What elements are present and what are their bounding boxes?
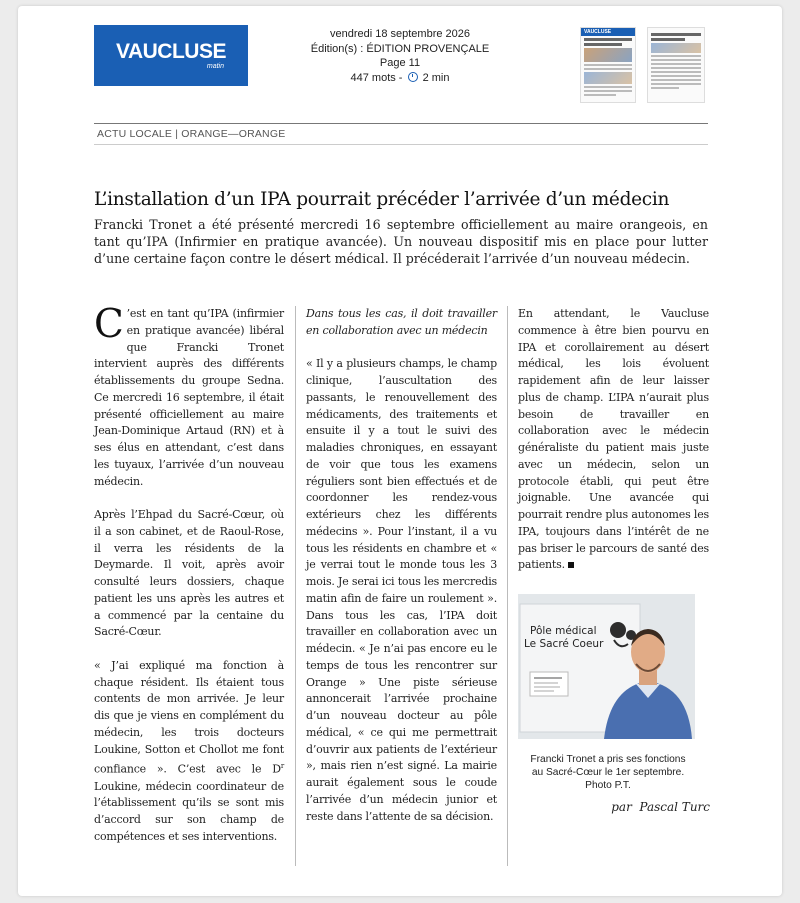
page-thumbnail-article[interactable]	[647, 27, 705, 103]
column-divider	[507, 306, 508, 866]
page-thumbnail-front[interactable]	[580, 27, 636, 103]
article-title: L’installation d’un IPA pourrait précéder l’arrivée d’un médecin	[94, 189, 670, 210]
article-column-2	[306, 306, 497, 825]
publication-info	[300, 27, 500, 85]
drop-cap: C	[94, 302, 124, 347]
reading-info	[300, 71, 500, 86]
page-number: Page 11	[379, 57, 421, 69]
column-divider	[295, 306, 296, 866]
paragraph: Après l’Ehpad du Sacré-Cœur, où il a son cabinet, et de Raoul-Rose, il verra les résidents de la Deymarde. Il voit, après avoir consulté leurs dossiers, chaque patient les uns après les autres et a commencé par la centaine du Sacré-Cœur.	[94, 508, 284, 639]
article-column-3	[518, 306, 709, 574]
thumbnail-masthead: VAUCLUSE	[581, 28, 635, 36]
sign-text-line2: Le Sacré Coeur	[524, 638, 604, 650]
subheading: Dans tous les cas, il doit travailler en collaboration avec un médecin	[306, 307, 497, 337]
logo-wordmark: VAUCLUSE	[116, 39, 226, 63]
logo-subtext: matin	[206, 62, 224, 70]
end-of-article-icon	[568, 562, 574, 568]
paragraph: « J’ai expliqué ma fonction à chaque résident. Ils étaient tous contents de mon arrivée. Je leur dis que je viens en complément du médecin, les trois docteurs Loukine, Sotton et Chollot me font confiance ». C’est avec le $D^r$ Loukine, médecin coordinateur de l’établissement qu’ils se sont mis d’accord sur son champ de compétences et ses interventions.	[94, 658, 284, 843]
sign-text-line1: Pôle médical	[530, 625, 597, 637]
photo-caption: Francki Tronet a pris ses fonctions au Sacré-Cœur le 1er septembre. Photo P.T.	[530, 754, 686, 791]
read-time: 2 min	[422, 71, 450, 84]
newspaper-logo[interactable]	[94, 25, 248, 86]
article-lead: Francki Tronet a été présenté mercredi 16 septembre officiellement au maire orangeois, en tant qu’IPA (Infirmier en pratique avancée). Un nouveau dispositif mis en place pour lutter d’une certaine façon contre le désert médical. Il précéderait l’arrivée d’un nouveau médecin.	[94, 217, 708, 266]
article-column-1	[94, 302, 284, 846]
paragraph: « Il y a plusieurs champs, le champ clinique, l’auscultation des passants, le renouvellement des médicaments, des traitements et ensuite il y a tout le suivi des maladies chroniques, en essayant de voir que tous les examens réguliers sont bien effectués et de coordonner les rendez-vous extérieurs chez les différents médecins ». Pour l’instant, il a vu tous les résidents en chambre et « je verrai tout le monde tous les 3 mois. Je serai ici tous les mercredis matin afin de faire un roulement ». Dans tous les cas, l’IPA doit travailler en collaboration avec un médecin. « Je n’ai pas encore eu le temps de tous les rencontrer sur Orange » Une piste sérieuse annoncerait l’arrivée prochaine d’un nouveau docteur au pôle médical, « ce qui me permettrait d’ouvrir aux patients de l’extérieur », mais rien n’est signé. La mairie aurait également sous le coude l’arrivée d’un médecin junior et reste dans l’attente de sa décision.	[306, 357, 497, 823]
clock-icon	[408, 72, 418, 82]
paragraph: En attendant, le Vaucluse commence à être bien pourvu en IPA et corollairement au désert médical, les lois évoluent rapidement afin de leur laisser plus de champ. L’IPA n’aurait plus besoin de travailler en collaboration avec le médecin généraliste du patient mais juste avec un médecin, selon un protocole établi, qui peut être joignable. Une avancée qui pourrait rendre plus autonomes les IPA, toujours dans l’intérêt de ne pas briser le parcours de santé des patients.	[518, 307, 709, 572]
edition-label: Édition(s) : ÉDITION PROVENÇALE	[310, 42, 490, 55]
paragraph: C ’est en tant qu’IPA (infirmier en pratique avancée) libéral que Francki Tronet intervient auprès des différents établissements du groupe Sedna. Ce mercredi 16 septembre, il était présenté officiellement au maire Jean-Dominique Artaud (RN) et à ses élus en attendant, c’est dans les tuyaux, l’arrivée d’un nouveau médecin.	[94, 302, 284, 488]
word-count: 447 mots -	[350, 71, 403, 84]
section-breadcrumb[interactable]: ACTU LOCALE | ORANGE—ORANGE	[94, 123, 708, 145]
publication-date: vendredi 18 septembre 2026	[329, 28, 471, 40]
author-byline: par Pascal Turc	[611, 800, 710, 814]
photo-illustration	[518, 594, 695, 739]
article-photo[interactable]	[518, 594, 695, 739]
